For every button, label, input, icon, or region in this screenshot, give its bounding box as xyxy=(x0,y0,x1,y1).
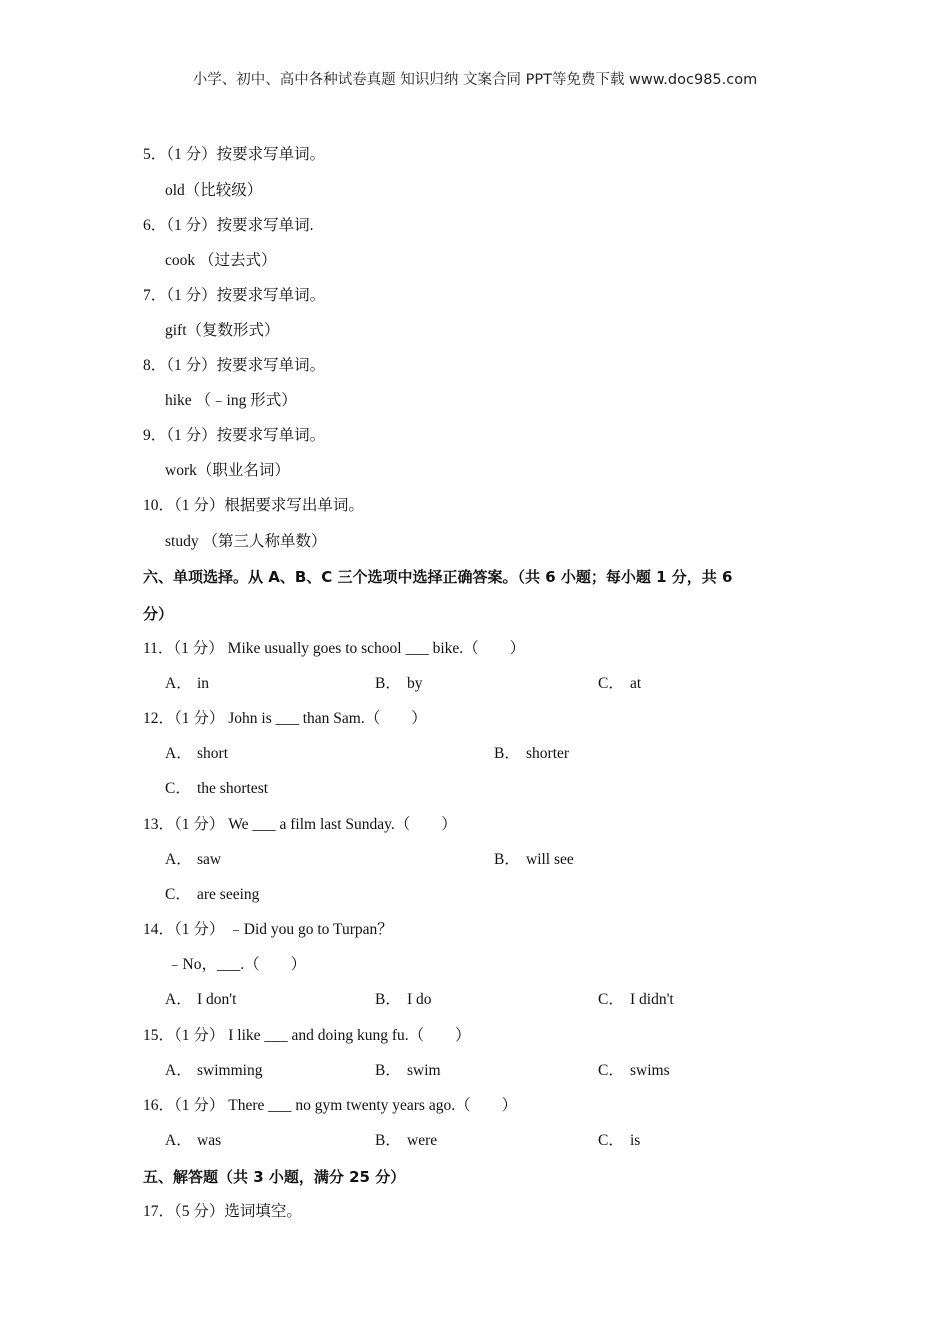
option-c xyxy=(165,885,259,905)
section-5-heading: 五、解答题（共 3 小题，满分 25 分） xyxy=(143,1168,406,1186)
option-c xyxy=(598,674,641,694)
option-letter: C． xyxy=(598,1132,624,1149)
question-17: 17．（5 分）选词填空。 xyxy=(143,1203,302,1220)
option-text: I do xyxy=(407,991,432,1008)
option-b xyxy=(375,990,432,1010)
question-5-prompt: old（比较级） xyxy=(165,182,263,199)
option-letter: B． xyxy=(375,675,401,692)
question-15: 15．（1 分） I like ___ and doing kung fu.（ ） xyxy=(143,1027,471,1044)
question-5: 5．（1 分）按要求写单词。 xyxy=(143,146,326,163)
option-text: is xyxy=(630,1132,641,1149)
option-b xyxy=(375,674,423,694)
question-9-prompt: work（职业名词） xyxy=(165,462,290,479)
question-8: 8．（1 分）按要求写单词。 xyxy=(143,357,326,374)
option-letter: C． xyxy=(598,991,624,1008)
question-14: 14．（1 分） ﹣Did you go to Turpan？ xyxy=(143,921,393,938)
section-6-heading-cont: 分） xyxy=(143,605,174,623)
option-text: shorter xyxy=(526,745,570,762)
option-a xyxy=(165,990,236,1010)
option-c xyxy=(165,779,268,799)
option-letter: C． xyxy=(598,1062,624,1079)
option-text: swimming xyxy=(197,1062,263,1079)
question-7: 7．（1 分）按要求写单词。 xyxy=(143,287,326,304)
question-10: 10．（1 分）根据要求写出单词。 xyxy=(143,497,364,514)
question-6: 6．（1 分）按要求写单词. xyxy=(143,217,314,234)
option-letter: B． xyxy=(375,1132,401,1149)
option-letter: B． xyxy=(375,991,401,1008)
option-text: by xyxy=(407,675,423,692)
option-b xyxy=(494,744,569,764)
option-text: are seeing xyxy=(197,886,260,903)
option-letter: A． xyxy=(165,1062,192,1079)
option-letter: B． xyxy=(494,745,520,762)
option-text: at xyxy=(630,675,642,692)
question-14-dialog: ﹣No，___.（ ） xyxy=(167,956,307,973)
option-a xyxy=(165,1061,262,1081)
option-text: I don't xyxy=(197,991,237,1008)
option-b xyxy=(375,1061,441,1081)
option-text: short xyxy=(197,745,228,762)
question-10-prompt: study （第三人称单数） xyxy=(165,533,327,550)
option-b xyxy=(494,850,574,870)
option-letter: A． xyxy=(165,675,192,692)
question-9: 9．（1 分）按要求写单词。 xyxy=(143,427,326,444)
option-c xyxy=(598,990,674,1010)
option-c xyxy=(598,1061,670,1081)
option-letter: A． xyxy=(165,745,192,762)
option-text: I didn't xyxy=(630,991,674,1008)
option-text: were xyxy=(407,1132,438,1149)
option-letter: C． xyxy=(165,886,191,903)
option-text: saw xyxy=(197,851,222,868)
option-a xyxy=(165,850,221,870)
option-text: swims xyxy=(630,1062,670,1079)
question-11: 11．（1 分） Mike usually goes to school ___ bike.（ ） xyxy=(143,640,526,657)
page-header: 小学、初中、高中各种试卷真题 知识归纳 文案合同 PPT等免费下载 www.doc985.com xyxy=(192,72,758,88)
option-letter: A． xyxy=(165,851,192,868)
option-letter: B． xyxy=(494,851,520,868)
option-a xyxy=(165,674,209,694)
question-16: 16．（1 分） There ___ no gym twenty years ago.（ ） xyxy=(143,1097,518,1114)
option-c xyxy=(598,1131,640,1151)
question-13: 13．（1 分） We ___ a film last Sunday.（ ） xyxy=(143,816,457,833)
question-7-prompt: gift（复数形式） xyxy=(165,322,280,339)
option-text: will see xyxy=(526,851,574,868)
question-6-prompt: cook （过去式） xyxy=(165,252,277,269)
question-12: 12．（1 分） John is ___ than Sam.（ ） xyxy=(143,710,427,727)
option-letter: C． xyxy=(598,675,624,692)
option-b xyxy=(375,1131,437,1151)
option-text: in xyxy=(197,675,210,692)
option-letter: C． xyxy=(165,780,191,797)
option-text: was xyxy=(197,1132,222,1149)
option-text: swim xyxy=(407,1062,441,1079)
question-8-prompt: hike （﹣ing 形式） xyxy=(165,392,297,409)
option-letter: A． xyxy=(165,991,192,1008)
option-letter: A． xyxy=(165,1132,192,1149)
option-letter: B． xyxy=(375,1062,401,1079)
option-a xyxy=(165,1131,221,1151)
option-text: the shortest xyxy=(197,780,269,797)
section-6-heading: 六、单项选择。从 A、B、C 三个选项中选择正确答案。（共 6 小题；每小题 1 分，共 6 xyxy=(143,568,733,586)
option-a xyxy=(165,744,228,764)
